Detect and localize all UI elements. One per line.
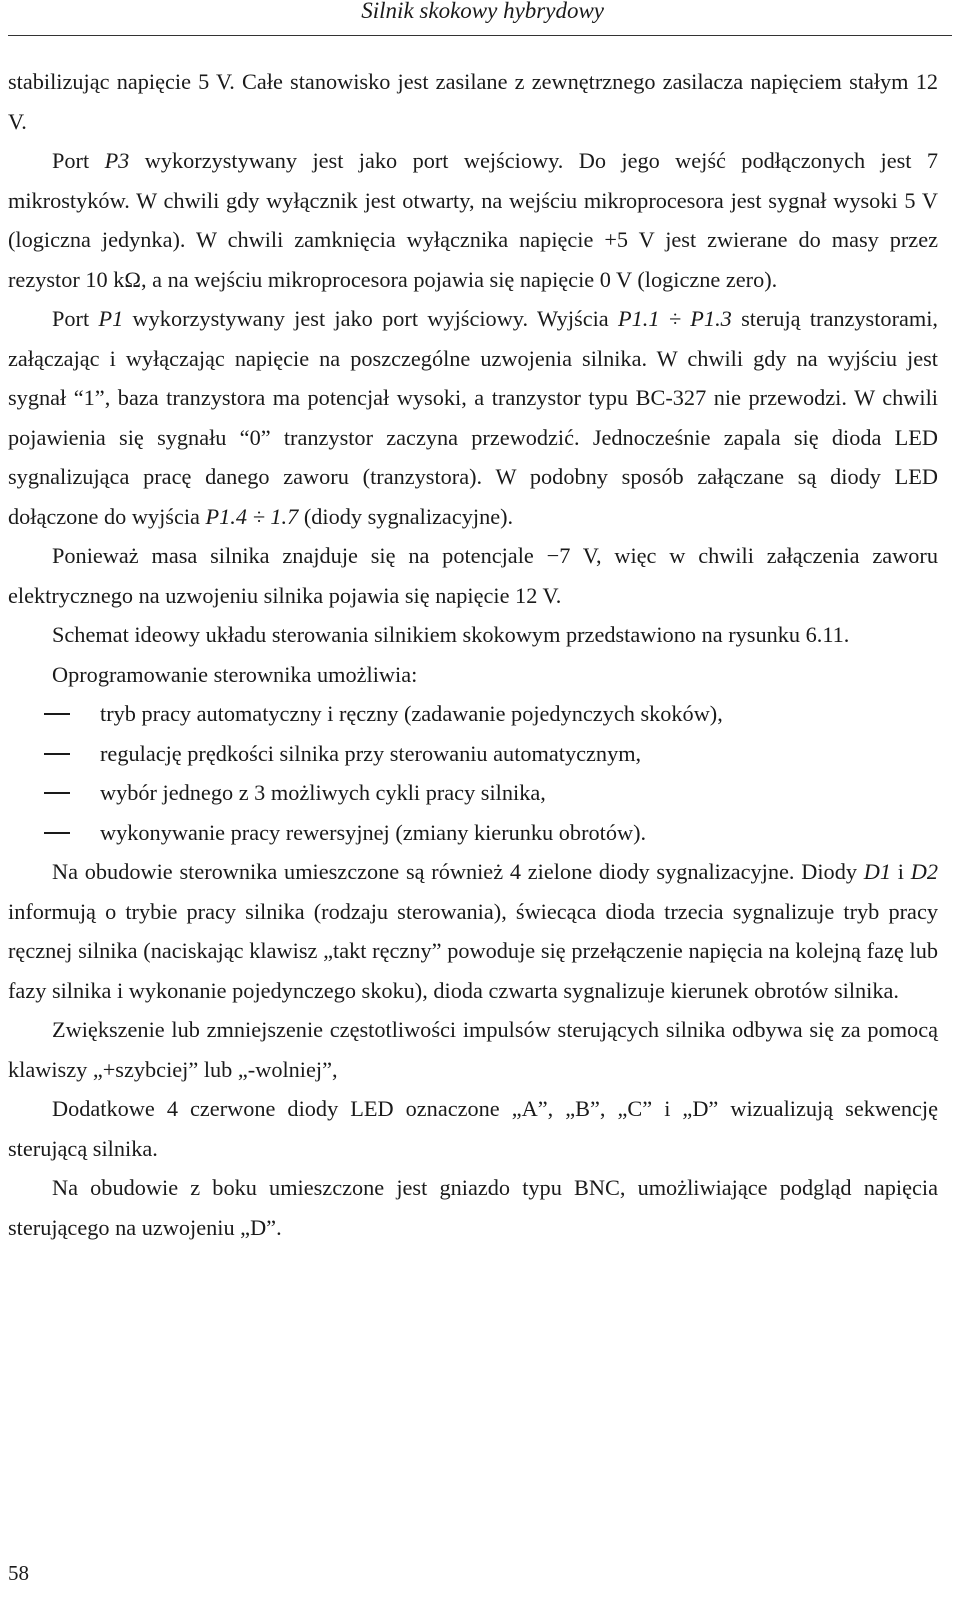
dash-bullet-icon — [44, 792, 70, 794]
list-item — [8, 773, 938, 813]
port-p1-label: P1 — [98, 306, 124, 331]
paragraph-3 — [8, 299, 938, 536]
running-header: Silnik skokowy hybrydowy — [361, 0, 604, 23]
paragraph-7-text-c: i — [891, 859, 911, 884]
paragraph-10: Na obudowie z boku umieszczone jest gniazdo typu BNC, umożliwiające podgląd napięcia sterującego na uzwojeniu „D”. — [8, 1175, 938, 1240]
paragraph-4: Ponieważ masa silnika znajduje się na potencjale −7 V, więc w chwili załączenia zaworu elektrycznego na uzwojeniu silnika pojawia się napięcie 12 V. — [8, 543, 938, 608]
dash-bullet-icon — [44, 713, 70, 715]
dash-bullet-icon — [44, 832, 70, 834]
diode-d2-label: D2 — [910, 859, 938, 884]
paragraph-2 — [8, 141, 938, 299]
header-rule — [8, 35, 952, 36]
paragraph-9: Dodatkowe 4 czerwone diody LED oznaczone „A”, „B”, „C” i „D” wizualizują sekwencję sterującą silnika. — [8, 1096, 938, 1161]
page-number: 58 — [8, 1561, 29, 1585]
paragraph-7 — [8, 852, 938, 1010]
paragraph-7-text-a: Na obudowie sterownika umieszczone są również 4 zielone diody sygnalizacyjne. Diody — [52, 859, 864, 884]
paragraph-7-text-e: informują o trybie pracy silnika (rodzaju sterowania), świecąca dioda trzecia sygnalizuje tryb pracy ręcznej silnika (naciskając klawisz „takt ręczny” powoduje się przełączenie napięcia na kolejną fazę lub fazy silnika i wykonanie pojedynczego skoku), dioda czwarta sygnalizuje kierunek obrotów silnika. — [8, 898, 938, 1003]
paragraph-5: Schemat ideowy układu sterowania silnikiem skokowym przedstawiono na rysunku 6.11. — [52, 622, 850, 647]
paragraph-3-text-g: (diody sygnalizacyjne). — [298, 503, 514, 529]
list-item-text: wybór jednego z 3 możliwych cykli pracy silnika, — [100, 780, 546, 805]
paragraph-8: Zwiększenie lub zmniejszenie częstotliwości impulsów sterujących silnika odbywa się za pomocą klawiszy „+szybciej” lub „-wolniej”, — [8, 1017, 938, 1082]
outputs-p1-1-3-label: P1.1 ÷ P1.3 — [617, 306, 732, 331]
port-p3-label: P3 — [104, 148, 130, 173]
paragraph-3-text-e: sterują tranzystorami, załączając i wyłączając napięcie na poszczególne uzwojenia silnika. W chwili gdy na wyjściu jest sygnał “1”, baza tranzystora ma potencjał wysoki, a tranzystor typu BC-327 nie przewodzi. W chwili pojawienia się sygnału “0” tranzystor zaczyna przewodzić. Jednocześnie zapala się dioda LED sygnalizująca pracę danego zaworu (tranzystora). W podobny sposób załączane są diody LED dołączone do wyjścia — [8, 306, 939, 529]
paragraph-3-text-c: wykorzystywany jest jako port wyjściowy. Wyjścia — [123, 306, 618, 331]
paragraph-3-text-a: Port — [52, 306, 99, 331]
dash-bullet-icon — [44, 753, 70, 755]
list-item — [8, 813, 938, 853]
list-item — [8, 694, 938, 734]
features-list — [8, 694, 938, 852]
list-item-text: tryb pracy automatyczny i ręczny (zadawanie pojedynczych skoków), — [100, 701, 723, 726]
paragraph-1: stabilizując napięcie 5 V. Całe stanowisko jest zasilane z zewnętrznego zasilacza napięciem stałym 12 V. — [8, 69, 938, 134]
paragraph-2-text-c: wykorzystywany jest jako port wejściowy. Do jego wejść podłączonych jest 7 mikrostyków. W chwili gdy wyłącznik jest otwarty, na wejściu mikroprocesora jest sygnał wysoki 5 V (logiczna jedynka). W chwili zamknięcia wyłącznika napięcie +5 V jest zwierane do masy przez rezystor 10 kΩ, a na wejściu mikroprocesora pojawia się napięcie 0 V (logiczne zero). — [8, 148, 938, 292]
list-item — [8, 734, 938, 774]
outputs-p1-4-7-label: P1.4 ÷ 1.7 — [205, 503, 299, 529]
body-text — [8, 62, 938, 1247]
list-item-text: regulację prędkości silnika przy sterowaniu automatycznym, — [100, 740, 642, 766]
paragraph-2-text-a: Port — [52, 148, 105, 173]
paragraph-6: Oprogramowanie sterownika umożliwia: — [52, 661, 418, 687]
list-item-text: wykonywanie pracy rewersyjnej (zmiany kierunku obrotów). — [100, 819, 647, 845]
diode-d1-label: D1 — [863, 859, 892, 884]
